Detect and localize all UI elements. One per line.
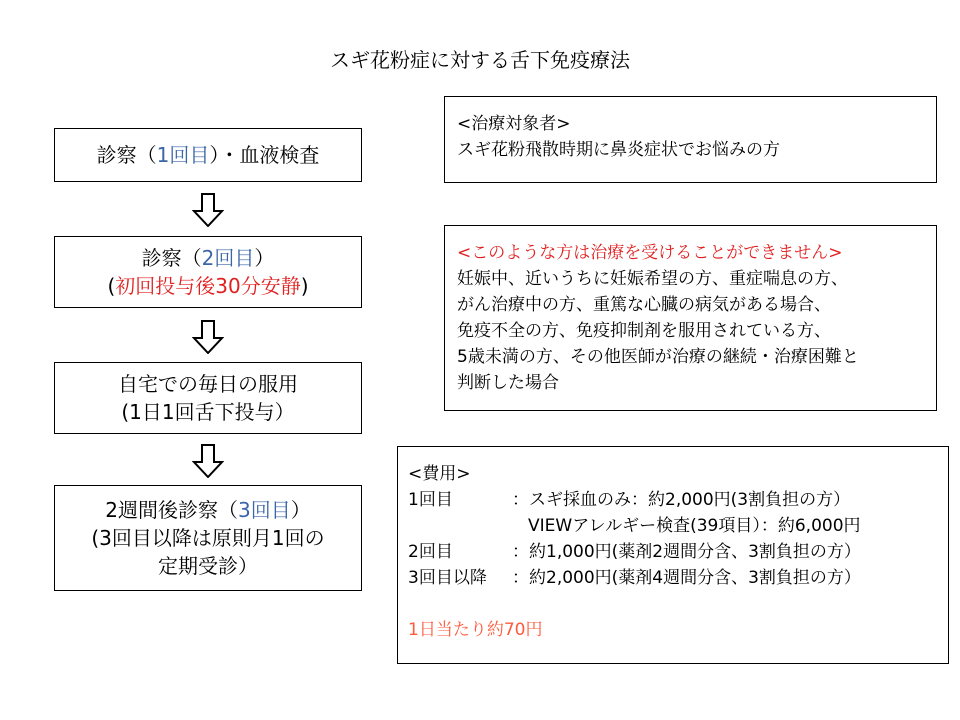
down-arrow-icon bbox=[192, 320, 224, 354]
cost-spacer bbox=[408, 591, 936, 617]
cost-value: ：約1,000円(薬剤2週間分含、3割負担の方） bbox=[512, 542, 861, 562]
step-4-label: 2週間後診察（3回目） bbox=[105, 498, 311, 522]
step-2-rest-note: 初回投与後30分安静 bbox=[115, 274, 301, 298]
daily-cost: 1日当たり約70円 bbox=[408, 620, 543, 640]
step-4-box bbox=[54, 485, 362, 591]
cost-value: ：スギ採血のみ：約2,000円(3割負担の方） bbox=[512, 490, 851, 510]
step-2-label: 診察（2回目） bbox=[141, 246, 275, 270]
cost-row-visit-2 bbox=[408, 539, 936, 565]
contraindications-heading: <このような方は治療を受けることができません> bbox=[457, 243, 843, 263]
contraindication-line: がん治療中の方、重篤な心臓の病気がある場合、 bbox=[457, 295, 831, 315]
contraindication-line: 判断した場合 bbox=[457, 373, 559, 393]
cost-row-visit-3-plus bbox=[408, 565, 936, 591]
cost-row-view-test: VIEWアレルギー検査(39項目）：約6,000円 bbox=[528, 516, 861, 536]
down-arrow-icon bbox=[192, 193, 224, 227]
cost-value: ：約2,000円(薬剤4週間分含、3割負担の方） bbox=[512, 568, 861, 588]
cost-row-visit-1 bbox=[408, 487, 936, 513]
step-3-line1: 自宅での毎日の服用 bbox=[118, 372, 298, 396]
contraindications-panel bbox=[444, 225, 937, 411]
step-3-line2: (1日1回舌下投与） bbox=[121, 400, 295, 424]
target-heading: <治療対象者> bbox=[457, 114, 571, 134]
step-3-box bbox=[54, 362, 362, 434]
target-text: スギ花粉飛散時期に鼻炎症状でお悩みの方 bbox=[457, 140, 780, 160]
page-title: スギ花粉症に対する舌下免疫療法 bbox=[330, 48, 630, 72]
target-patients-panel bbox=[444, 96, 937, 183]
step-1-label: 診察（1回目）・血液検査 bbox=[96, 143, 320, 167]
step-2-visit-number: 2回目 bbox=[201, 246, 255, 270]
step-4-visit-number: 3回目 bbox=[238, 498, 291, 522]
contraindication-line: 5歳未満の方、その他医師が治療の継続・治療困難と bbox=[457, 347, 859, 367]
step-1-visit-number: 1回目 bbox=[156, 143, 210, 167]
step-2-note: (初回投与後30分安静) bbox=[107, 274, 309, 298]
contraindication-line: 妊娠中、近いうちに妊娠希望の方、重症喘息の方、 bbox=[457, 269, 848, 289]
step-4-note-line1: (3回目以降は原則月1回の bbox=[91, 526, 325, 550]
costs-panel bbox=[397, 446, 949, 664]
costs-heading: <費用> bbox=[408, 464, 471, 484]
down-arrow-icon bbox=[192, 444, 224, 478]
cost-key: 2回目 bbox=[408, 542, 453, 562]
step-4-note-line2: 定期受診） bbox=[158, 554, 258, 578]
cost-key: 3回目以降 bbox=[408, 568, 487, 588]
step-1-box bbox=[54, 128, 362, 182]
step-2-box bbox=[54, 236, 362, 308]
contraindication-line: 免疫不全の方、免疫抑制剤を服用されている方、 bbox=[457, 321, 831, 341]
cost-key: 1回目 bbox=[408, 490, 453, 510]
